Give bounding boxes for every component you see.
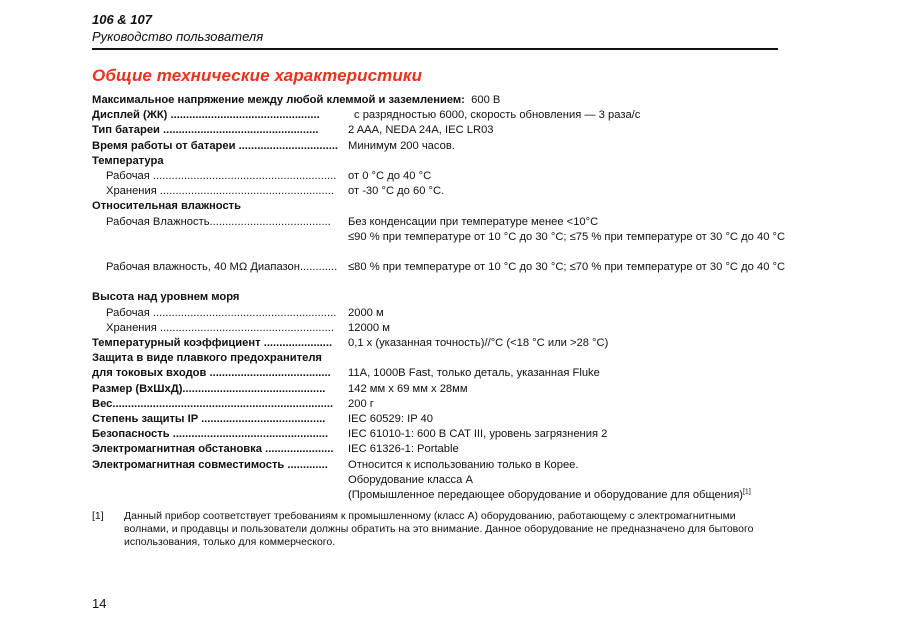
humidity-operating-cont: ≤90 % при температуре от 10 °C до 30 °C; ≤75 % при температуре от 30 °C до 40 °C: [348, 230, 786, 243]
fuse-heading: Защита в виде плавкого предохранителя: [92, 352, 322, 365]
spec-humidity-heading: [92, 199, 792, 214]
humidity-40mohm-label: Рабочая влажность, 40 MΩ Диапазон............: [106, 261, 338, 274]
spec-battery-type: [92, 123, 792, 138]
footnote-mark: [1]: [92, 510, 104, 522]
ip-rating-value: IEC 60529: IP 40: [348, 412, 434, 425]
temp-storage-label: Хранения ........................................................: [106, 185, 334, 198]
spec-safety: [92, 427, 792, 442]
spec-temp-storage: [92, 184, 792, 199]
temp-operating-value: от 0 °C до 40 °C: [348, 169, 432, 182]
temp-coefficient-label: Температурный коэффициент ......................: [92, 337, 333, 350]
em-environment-label: Электромагнитная обстановка ......................: [92, 443, 334, 456]
spec-humidity-operating: [92, 215, 792, 230]
fuse-label: для токовых входов .......................................: [92, 367, 331, 380]
temp-coefficient-value: 0,1 x (указанная точность)//°C (<18 °C или >28 °C): [348, 337, 609, 350]
max-voltage-label: Максимальное напряжение между любой клеммой и заземлением:: [92, 94, 465, 106]
header-subtitle: Руководство пользователя: [92, 29, 264, 44]
humidity-operating-label: Рабочая Влажность.......................................: [106, 215, 331, 228]
header-rule: [92, 48, 778, 50]
humidity-40mohm-value: ≤80 % при температуре от 10 °C до 30 °C; ≤70 % при температуре от 30 °C до 40 °C: [348, 261, 786, 274]
temp-operating-label: Рабочая ...........................................................: [106, 169, 337, 182]
altitude-storage-value: 12000 м: [348, 321, 390, 334]
spec-weight: [92, 397, 792, 412]
page-number: 14: [92, 596, 107, 611]
spec-fuse: [92, 366, 792, 381]
em-environment-value: IEC 61326-1: Portable: [348, 443, 459, 456]
humidity-heading: Относительная влажность: [92, 200, 242, 213]
humidity-operating-value: Без конденсации при температуре менее <10°C: [348, 215, 599, 228]
spec-altitude-operating: [92, 306, 792, 321]
section-title: Общие технические характеристики: [92, 66, 423, 85]
fuse-value: 11A, 1000В Fast, только деталь, указанная Fluke: [348, 367, 600, 380]
battery-type-label: Тип батареи ..................................................: [92, 124, 319, 137]
spec-em-environment: [92, 442, 792, 457]
safety-label: Безопасность ..................................................: [92, 428, 329, 441]
display-value: с разрядностью 6000, скорость обновления — 3 раза/с: [354, 109, 641, 122]
size-value: 142 мм x 69 мм x 28мм: [348, 382, 468, 395]
emc-label: Электромагнитная совместимость .............: [92, 458, 328, 471]
altitude-operating-label: Рабочая ...........................................................: [106, 306, 337, 319]
max-voltage-value: 600 В: [471, 94, 501, 106]
spec-temperature-heading: [92, 154, 792, 169]
spec-battery-life: [92, 139, 792, 154]
battery-life-value: Минимум 200 часов.: [348, 139, 455, 152]
temp-storage-value: от -30 °C до 60 °C.: [348, 185, 445, 198]
emc-value: Относится к использованию только в Корее.: [348, 458, 579, 471]
temperature-heading: Температура: [92, 154, 164, 167]
weight-label: Вес.......................................................................: [92, 397, 334, 410]
weight-value: 200 г: [348, 397, 374, 410]
spec-humidity-operating-cont: [92, 230, 792, 260]
safety-value: IEC 61010-1: 600 В CAT III, уровень загрязнения 2: [348, 428, 608, 441]
spec-emc-line2: [92, 473, 792, 488]
spec-max-voltage: [92, 93, 792, 108]
spec-display: [92, 108, 792, 123]
display-label: Дисплей (ЖК) ................................................: [92, 109, 320, 122]
spec-altitude-heading: [92, 290, 792, 305]
spec-temp-coefficient: [92, 336, 792, 351]
spec-fuse-heading: [92, 351, 792, 366]
altitude-storage-label: Хранения ........................................................: [106, 321, 334, 334]
spec-temp-operating: [92, 169, 792, 184]
spec-humidity-40mohm: [92, 260, 792, 290]
header-model: 106 & 107: [92, 12, 152, 27]
spec-list: [92, 93, 792, 503]
altitude-heading: Высота над уровнем моря: [92, 291, 240, 304]
size-label: Размер (ВхШхД)..............................................: [92, 382, 326, 395]
spec-emc: [92, 458, 792, 473]
emc-line3-wrap: [348, 488, 788, 503]
altitude-operating-value: 2000 м: [348, 306, 384, 319]
emc-line2: Оборудование класса А: [348, 473, 473, 486]
spec-size: [92, 382, 792, 397]
spec-emc-line3: [92, 488, 792, 503]
battery-life-label: Время работы от батареи ................................: [92, 139, 339, 152]
ip-rating-label: Степень защиты IP ........................................: [92, 412, 326, 425]
spec-altitude-storage: [92, 321, 792, 336]
emc-note-ref: [1]: [742, 488, 751, 496]
spec-ip-rating: [92, 412, 792, 427]
footnote-text: Данный прибор соответствует требованиям к промышленному (класс А) оборудованию, работающему с электромагнитными волнами, и продавцы и пользователи должны обратить на это внимание. Данное оборудование не предназначено для бытового использования, только для коммерческого.: [124, 510, 754, 548]
emc-line3: (Промышленное передающее оборудование и оборудование для общения): [348, 488, 743, 501]
battery-type-value: 2 AAA, NEDA 24A, IEC LR03: [348, 124, 494, 137]
